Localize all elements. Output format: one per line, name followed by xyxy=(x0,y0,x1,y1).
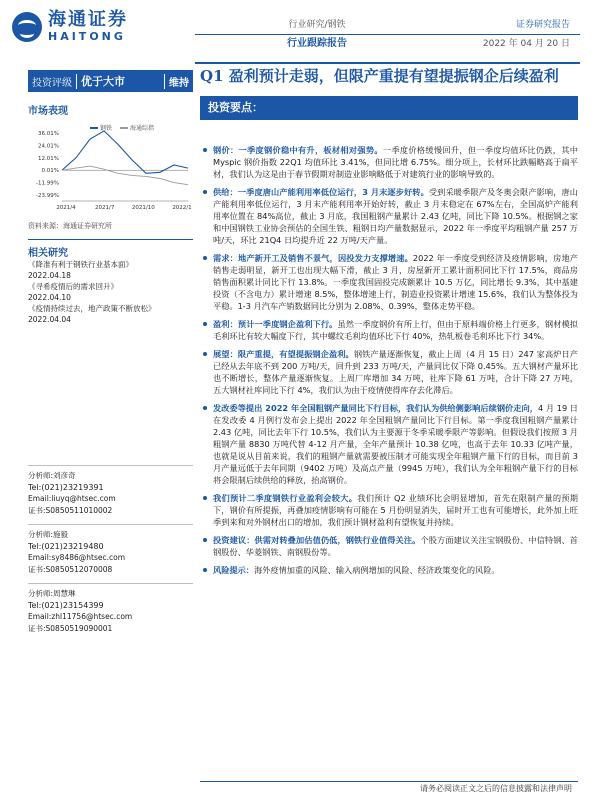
related-title: 相关研究 xyxy=(28,248,68,259)
y-tick-label: 36.01% xyxy=(38,131,59,137)
key-point-heading: 需求：地产新开工及销售不景气，因投发力支撑增速。 xyxy=(213,253,413,263)
key-point xyxy=(200,252,578,312)
key-point xyxy=(200,144,578,180)
haitong-logo xyxy=(12,10,128,44)
key-point-heading: 风险提示： xyxy=(213,565,254,575)
x-tick-label: 2021/7 xyxy=(94,205,115,211)
analyst-name: 分析师:施毅 xyxy=(28,530,69,539)
analyst-cert: 证书:S0850512070008 xyxy=(28,564,113,574)
report-title: Q1 盈利预计走弱，但限产重提有望提振钢企后续盈利 xyxy=(200,67,559,85)
logo-en-text: HAITONG xyxy=(48,30,126,43)
header-rule xyxy=(195,62,580,64)
key-point-body: 一季度价格缓慢回升，但一季度均值环比仍跌，其中 Myspic 钢价指数 22Q1 均值环比 3.41%，但同比增 6.75%。细分项上，长材环比跌幅略高于扁平材，我们认为这是由于春节假期对制造业影响略低于对建筑行业的影响导致的。 xyxy=(213,145,578,179)
related-item-title[interactable]: 《疫情持续过去，地产政策不断放松》 xyxy=(28,304,156,313)
key-point-body: 受到采暖季限产及冬奥会限产影响，唐山产能利用率低位运行，3 月末产能利用率开始好转，截止 3 月末稳定在 67%左右，全国高炉产能利用率位置在 84%高位，截止 3 月底，我国粗钢产量累计 2.43 亿吨，同比下降 10.5%。根据钢之家和中国钢铁工业协会预估的全国生铁、粗钢日均产量数据显示，2022 年一季度平均粗钢产量 257 万吨/天，环比 21Q4 日均提升近 22 万吨/天产量。 xyxy=(213,187,578,245)
key-point-body: 虽然一季度钢价有所上行，但由于原料端价格上行更多，钢材模拟毛利环比有较大幅度下行，其中螺纹毛利均值环比下行 40%，热轧板卷毛利环比下行 34%。 xyxy=(213,319,578,341)
doc-type: 证券研究报告 xyxy=(515,20,570,30)
analyst-cert: 证书:S0850511010002 xyxy=(28,505,113,515)
key-point-heading: 供给：一季度唐山产能利用率低位运行，3 月末逐步好转。 xyxy=(213,187,429,197)
key-point-heading: 我们预计二季度钢铁行业盈利会较大。 xyxy=(213,493,358,503)
main-content xyxy=(200,66,578,576)
y-tick-label: 24.01% xyxy=(38,143,59,150)
market-title: 市场表现 xyxy=(28,106,68,117)
rating-action: 维持 xyxy=(164,74,193,89)
analyst-tel: Tel:(021)23154399 xyxy=(28,600,104,610)
chart-source: 资料来源：海通证券研究所 xyxy=(28,222,112,230)
x-tick-label: 2022/1 xyxy=(172,205,192,211)
analyst-block xyxy=(28,583,193,634)
key-point-body: 我们预计 Q2 业绩环比会明显增加，首先在限制产量的预期下，钢价有所提振，再叠加疫情影响有可能在 5 月份明显消失，届时开工也有可能增长，此外加上旺季到来和对外钢材出口的增加，我们预计钢材盈利有望恢复并持续。 xyxy=(213,493,578,527)
y-tick-label: 12.01% xyxy=(38,155,59,162)
key-point xyxy=(200,402,578,486)
haitong-logo-icon xyxy=(12,12,42,42)
analyst-email[interactable]: Email:liuyq@htsec.com xyxy=(28,494,116,503)
key-point xyxy=(200,534,578,558)
key-point xyxy=(200,318,578,342)
y-tick-label: -11.99% xyxy=(36,180,59,187)
x-tick-label: 2021/4 xyxy=(56,205,76,211)
legend-steel: 钢铁 xyxy=(100,125,113,132)
series-line-index xyxy=(62,166,188,185)
analyst-email[interactable]: Email:sy8486@htsec.com xyxy=(28,553,126,562)
key-point-body: 个股方面建议关注宝钢股份、中信特钢、首钢股份、华菱钢铁、南钢股份等。 xyxy=(213,535,578,557)
y-tick-label: -23.99% xyxy=(36,193,59,199)
key-point xyxy=(200,186,578,246)
analyst-tel: Tel:(021)23219480 xyxy=(28,541,104,551)
related-item-date: 2022.04.18 xyxy=(28,271,71,280)
analyst-email[interactable]: Email:zhl11756@htsec.com xyxy=(28,612,133,621)
key-point xyxy=(200,564,578,576)
x-tick-label: 2021/10 xyxy=(131,205,155,211)
chart-legend xyxy=(90,123,154,132)
rating-bar xyxy=(28,70,193,92)
related-item-title[interactable]: 《降准有利于钢铁行业基本面》 xyxy=(28,260,133,269)
bullet-list xyxy=(200,144,578,576)
key-point xyxy=(200,348,578,396)
footer-rule xyxy=(200,781,578,782)
key-point-heading: 发改委等提出 2022 年全国粗钢产量同比下行目标，我们认为供给侧影响后续钢价走向， xyxy=(213,403,538,413)
market-chart-svg xyxy=(28,123,193,215)
related-item-date: 2022.04.10 xyxy=(28,293,71,302)
key-point-heading: 投资建议：供需对转叠加估值仍低，钢铁行业值得关注。 xyxy=(213,535,421,545)
rating-value: 优于大市 xyxy=(81,75,125,88)
market-chart xyxy=(28,123,193,215)
report-date: 2022 年 04 月 20 日 xyxy=(482,39,570,49)
related-item-title[interactable]: 《寻希疫情后的需求回升》 xyxy=(28,282,118,291)
key-point xyxy=(200,492,578,528)
key-point-heading: 展望：限产重提，有望提振钢企盈利。 xyxy=(213,349,354,359)
report-category: 行业研究/钢铁 xyxy=(288,20,346,30)
legend-index: 海通综指 xyxy=(130,125,155,132)
left-sidebar xyxy=(28,70,193,634)
key-point-heading: 盈利：预计一季度钢企盈利下行。 xyxy=(213,319,338,329)
report-header xyxy=(0,0,600,62)
analyst-tel: Tel:(021)23219391 xyxy=(28,482,104,492)
related-list xyxy=(28,259,193,325)
key-point-body: 2022 年一季度受到经济及疫情影响，房地产销售走弱明显，新开工也出现大幅下滑，截止 3 月，房屋新开工累计面积同比下行 17.5%，商品房销售面积累计同比下行 13.8%。一季度我国固投完成额累计 10.5 万亿，同比增长 9.3%，其中基建投资（不含电力）累计增速 8.5%，整体增速上行，制造业投资累计增速 15.6%，我们认为整体投为平稳。1-3 月汽车产销数据同比分别为 2.08%、0.39%，整体走势平稳。 xyxy=(213,253,578,311)
analyst-list xyxy=(28,465,193,634)
key-point-body: 海外疫情加重的风险、输入病例增加的风险、经济政策变化的风险。 xyxy=(253,565,500,575)
rating-label: 投资评级 xyxy=(28,74,77,89)
analyst-name: 分析师:周慧琳 xyxy=(28,589,76,598)
key-point-heading: 钢价：一季度钢价稳中有升，板材相对强势。 xyxy=(213,145,383,155)
report-type: 行业跟踪报告 xyxy=(287,38,347,49)
analyst-cert: 证书:S0850519090001 xyxy=(28,623,113,633)
key-points-bar: 投资要点： xyxy=(200,96,578,120)
series-line-steel xyxy=(62,131,188,173)
logo-cn-text: 海通证券 xyxy=(48,9,128,30)
key-point-body: 4 月 19 日在发改委 4 月例行发布会上提出 2022 年全国粗钢产量同比下行目标。第一季度我国粗钢产量累计 2.43 亿吨，同比去年下行 10.5%，我们认为主要源于冬季采暖季限产等影响。但假设我们按照 3 月粗钢产量 8830 万吨代替 4-12 月产量，全年产量预计 10.38 亿吨，也高于去年 10.33 亿吨产量，也就是说从目前来说，我们的粗钢产量就需要被压制才可能实现全年粗钢产量下行的目标，而目前 3 月产量远低于去年同期（9402 万吨）及高点产量（9945 万吨），我们认为全年粗钢产量下行的目标将会限制后续供给的释放，抬高钢价。 xyxy=(213,403,578,485)
analyst-block xyxy=(28,524,193,575)
analyst-name: 分析师:刘彦奇 xyxy=(28,471,76,480)
analyst-block xyxy=(28,465,193,516)
key-point-body: 钢铁产量逐渐恢复，截止上周（4 月 15 日）247 家高炉日产已经从去年底不到 200 万吨/天，回升到 233 万吨/天，产量同比仅下降 0.45%。五大钢材产量环比也不断增长，整体产量逐渐恢复。上周厂库增加 34 万吨，社库下降 61 万吨，合计下降 27 万吨，五大钢材社库同比下行 4%，我们认为由于疫情使得库存去化滞后。 xyxy=(213,349,578,395)
related-item-date: 2022.04.04 xyxy=(28,315,71,324)
y-tick-label: 0.01% xyxy=(41,168,59,175)
related-divider xyxy=(28,239,193,240)
footer-disclaimer: 请务必阅读正文之后的信息披露和法律声明 xyxy=(420,784,572,793)
